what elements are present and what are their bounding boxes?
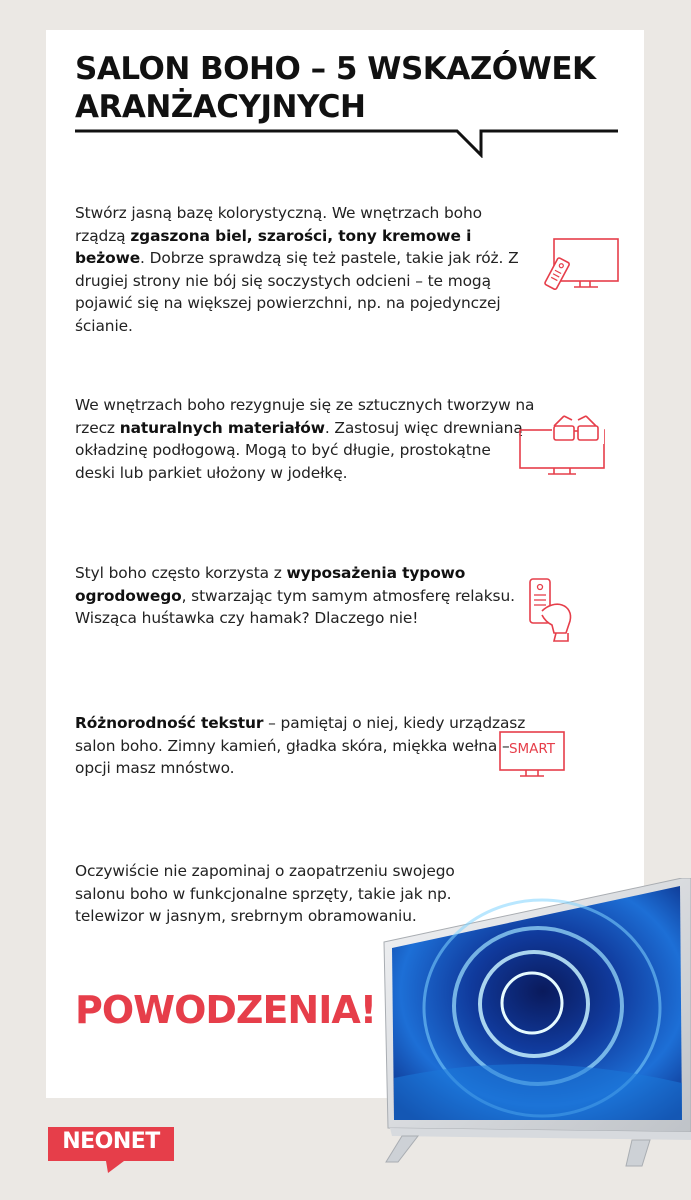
tip-1-text-bold: zgaszona biel, szarości, tony kremowe i beżowe — [75, 226, 472, 268]
tip-3 — [75, 562, 535, 630]
smart-label: SMART — [508, 741, 556, 757]
tv-remote-icon — [540, 235, 622, 299]
tip-4 — [75, 712, 535, 780]
speech-divider — [75, 128, 620, 158]
tip-1-text-b: . Dobrze sprawdzą się też pastele, takie jak róż. Z drugiej strony nie bój się soczystych odcieni – te mogą pojawić się na większej powierzchni, np. na pojedynczej ścianie. — [75, 249, 519, 335]
tip-2-text-a: We wnętrzach boho rezygnuje się ze sztucznych tworzyw na rzecz — [75, 396, 535, 437]
hand-remote-icon — [522, 575, 582, 645]
title-line-2: ARANŻACYJNYCH — [75, 89, 366, 125]
smart-tv-icon — [498, 730, 568, 787]
tip-2-text-bold: naturalnych materiałów — [119, 418, 325, 437]
tip-2-text-b: . Zastosuj więc drewnianą okładzinę podłogową. Mogą to być długie, prostokątne deski lub parkiet ułożony w jodełkę. — [75, 418, 523, 482]
brand-name: NEONET — [62, 1129, 160, 1154]
tip-3-text-b: , stwarzając tym samym atmosferę relaksu. Wisząca huśtawka czy hamak? Dlaczego nie! — [75, 586, 515, 628]
tv-illustration — [382, 878, 691, 1168]
tip-1 — [75, 202, 535, 338]
tip-4-text-a: – pamiętaj o niej, kiedy urządzasz salon boho. Zimny kamień, gładka skóra, miękka wełna – opcji masz mnóstwo. — [75, 714, 526, 778]
page-title — [75, 50, 635, 126]
tip-3-text-bold: wyposażenia typowo ogrodowego — [75, 564, 466, 605]
tip-3-text-a: Styl boho często korzysta z — [75, 564, 287, 582]
tip-4-text-bold: Różnorodność tekstur — [75, 714, 264, 732]
tip-5-text: Oczywiście nie zapominaj o zaopatrzeniu swojego salonu boho w funkcjonalne sprzęty, takie jak np. telewizor w jasnym, srebrnym obramowaniu. — [75, 862, 455, 926]
tip-2 — [75, 394, 535, 484]
closing-headline: POWODZENIA! — [75, 988, 377, 1032]
tip-1-text-a: Stwórz jasną bazę kolorystyczną. We wnętrzach boho rządzą — [75, 204, 482, 245]
title-line-1: SALON BOHO – 5 WSKAZÓWEK — [75, 51, 596, 87]
neonet-logo — [46, 1125, 178, 1180]
3d-glasses-tv-icon — [518, 412, 610, 482]
